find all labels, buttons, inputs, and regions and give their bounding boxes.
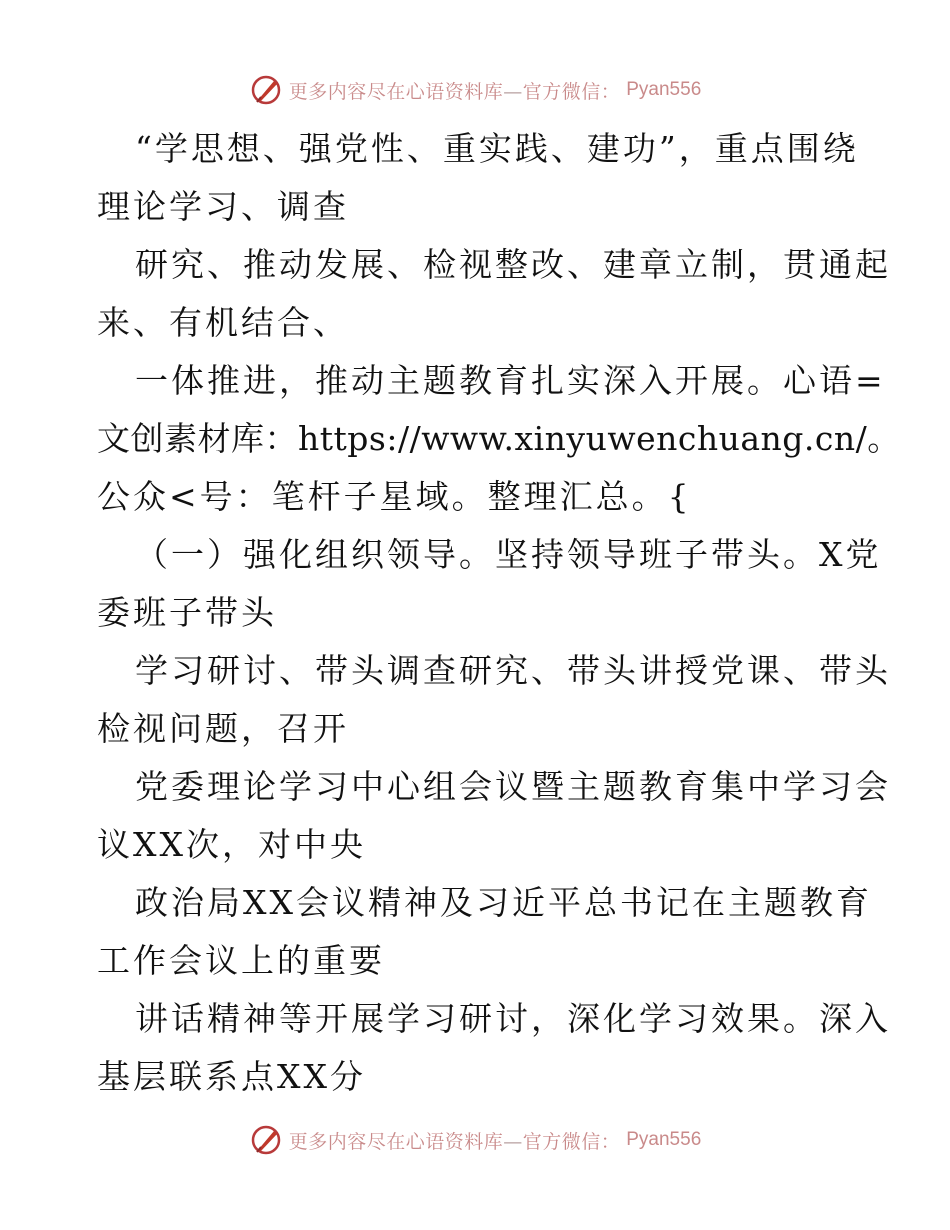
text-line: 一体推进，推动主题教育扎实深入开展。心语=: [135, 361, 886, 400]
text-line: “学思想、强党性、重实践、建功”，重点围绕: [135, 129, 859, 168]
banner-text: 更多内容尽在心语资料库—官方微信：: [288, 1130, 621, 1153]
quill-pen-logo-icon: [249, 73, 283, 107]
text-line: 工作会议上的重要: [97, 941, 385, 980]
text-line: 来、有机结合、: [97, 303, 349, 342]
header-watermark-banner: [0, 70, 950, 110]
text-line: 公众<号：笔杆子星域。整理汇总。{: [97, 477, 692, 516]
banner-contact: Pyan556: [626, 1129, 702, 1150]
footer-watermark-banner: [0, 1120, 950, 1160]
text-line: 党委理论学习中心组会议暨主题教育集中学习会: [135, 767, 891, 806]
text-line: 政治局XX会议精神及习近平总书记在主题教育: [135, 883, 872, 922]
text-line: 文创素材库：https://www.xinyuwenchuang.cn/。: [97, 419, 901, 458]
banner-text: 更多内容尽在心语资料库—官方微信：: [288, 80, 621, 103]
text-line: 委班子带头: [97, 593, 277, 632]
text-line: 检视问题，召开: [97, 709, 349, 748]
text-line: 基层联系点XX分: [97, 1057, 366, 1096]
banner-contact: Pyan556: [626, 79, 702, 100]
document-body: [97, 120, 901, 1106]
text-line: 研究、推动发展、检视整改、建章立制，贯通起: [135, 245, 891, 284]
text-line: 讲话精神等开展学习研讨，深化学习效果。深入: [135, 999, 891, 1038]
text-line: 学习研讨、带头调查研究、带头讲授党课、带头: [135, 651, 891, 690]
text-line: 理论学习、调查: [97, 187, 349, 226]
text-line: （一）强化组织领导。坚持领导班子带头。X党: [135, 535, 882, 574]
quill-pen-logo-icon: [249, 1123, 283, 1157]
text-line: 议XX次，对中央: [97, 825, 366, 864]
